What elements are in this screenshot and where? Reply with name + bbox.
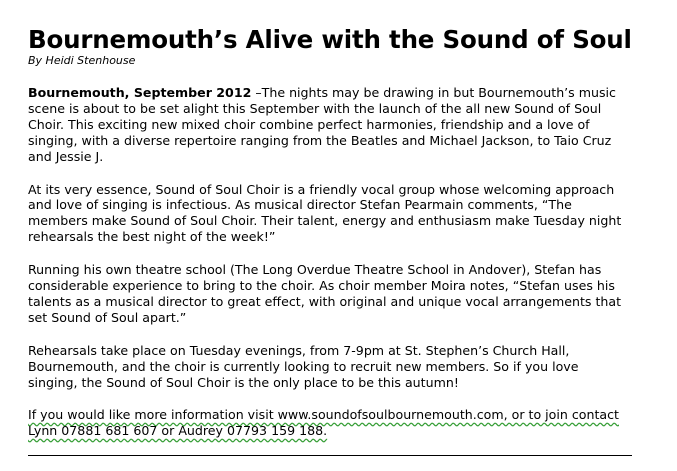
article-dateline: Bournemouth, September 2012	[28, 85, 252, 100]
article-headline: Bournemouth’s Alive with the Sound of Soul	[28, 25, 632, 54]
article	[28, 26, 648, 439]
paragraph-rehearsals: Rehearsals take place on Tuesday evenings, from 7-9pm at St. Stephen’s Church Hall, Bournemouth, and the choir is currently looking to recruit new members. So if you love singing, the Sound of Soul Choir is the only place to be this autumn!	[28, 342, 579, 390]
paragraph-intro	[28, 85, 628, 165]
bottom-divider	[28, 455, 632, 456]
article-byline: By Heidi Stenhouse	[28, 54, 136, 67]
contact-info: If you would like more information visit www.soundofsoulbournemouth.com, or to join contact Lynn 07881 681 607 or Audrey 07793 159 188.	[28, 406, 619, 438]
paragraph-intro-text: –The nights may be drawing in but Bournemouth’s music scene is about to be set alight this September with the launch of the all new Sound of Soul Choir. This exciting new mixed choir combine perfect harmonies, friendship and a love of singing, with a diverse repertoire ranging from the Beatles and Michael Jackson, to Taio Cruz and Jessie J.	[28, 85, 616, 164]
paragraph-stefan: Running his own theatre school (The Long Overdue Theatre School in Andover), Stefan has considerable experience to bring to the choir. As choir member Moira notes, “Stefan uses his talents as a musical director to great effect, with original and unique vocal arrangements that set Sound of Soul apart.”	[28, 262, 622, 325]
paragraph-essence: At its very essence, Sound of Soul Choir is a friendly vocal group whose welcoming approach and love of singing is infectious. As musical director Stefan Pearmain comments, “The members make Sound of Soul Choir. Their talent, energy and enthusiasm make Tuesday night rehearsals the best night of the week!”	[28, 181, 622, 245]
